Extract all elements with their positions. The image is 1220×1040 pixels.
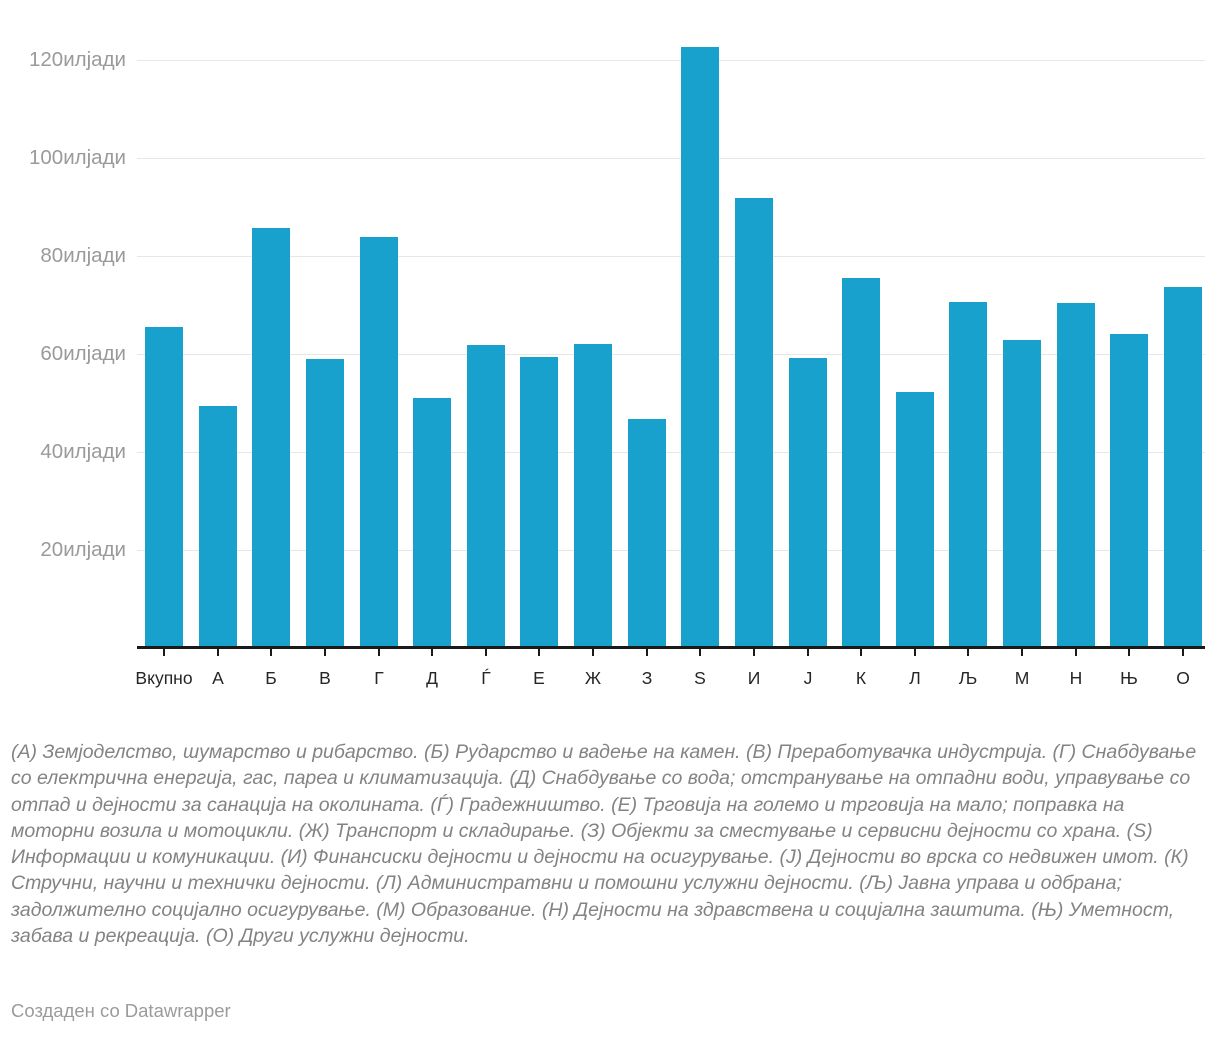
bar[interactable] xyxy=(681,47,719,648)
x-axis-category-label: Н xyxy=(1069,668,1083,688)
x-axis-category-label: З xyxy=(641,668,653,688)
x-axis-tick xyxy=(270,649,272,656)
x-axis-category-label: М xyxy=(1014,668,1030,688)
x-axis-tick xyxy=(967,649,969,656)
x-axis-category-label: И xyxy=(747,668,761,688)
x-axis-tick xyxy=(217,649,219,656)
gridline xyxy=(137,452,1205,453)
x-axis-category-label: В xyxy=(319,668,331,688)
gridline xyxy=(137,354,1205,355)
x-axis-category-label: Ж xyxy=(584,668,602,688)
x-axis-tick xyxy=(324,649,326,656)
x-axis-category-label: Б xyxy=(265,668,277,688)
bar[interactable] xyxy=(1057,303,1095,648)
x-axis-category-label: Л xyxy=(909,668,921,688)
x-axis-category-label: Е xyxy=(533,668,545,688)
x-axis-category-label: Ј xyxy=(803,668,813,688)
bar[interactable] xyxy=(145,327,183,648)
x-axis-tick xyxy=(378,649,380,656)
x-axis-category-label: Г xyxy=(374,668,384,688)
x-axis-category-label: Д xyxy=(426,668,438,688)
y-axis-tick-label: 100илјади xyxy=(29,146,126,169)
x-axis-tick xyxy=(592,649,594,656)
gridline xyxy=(137,60,1205,61)
gridline xyxy=(137,550,1205,551)
bar[interactable] xyxy=(467,345,505,648)
bar[interactable] xyxy=(520,357,558,648)
attribution xyxy=(11,1000,231,1022)
bar[interactable] xyxy=(574,344,612,648)
x-axis-tick xyxy=(914,649,916,656)
datawrapper-link[interactable]: Datawrapper xyxy=(124,1000,231,1021)
x-axis-tick xyxy=(163,649,165,656)
bar[interactable] xyxy=(1110,334,1148,648)
bar[interactable] xyxy=(1164,287,1202,648)
x-axis-category-label: Ѕ xyxy=(694,668,706,688)
bar[interactable] xyxy=(735,198,773,648)
x-axis-baseline xyxy=(137,646,1205,649)
y-axis-tick-label: 80илјади xyxy=(40,244,126,267)
x-axis-category-label: Ѓ xyxy=(481,668,491,688)
bar[interactable] xyxy=(628,419,666,648)
x-axis-category-label: А xyxy=(212,668,224,688)
x-axis-category-label: Вкупно xyxy=(135,668,193,688)
bar[interactable] xyxy=(842,278,880,648)
gridline xyxy=(137,158,1205,159)
bar[interactable] xyxy=(360,237,398,648)
x-axis-tick xyxy=(699,649,701,656)
x-axis-category-label: К xyxy=(855,668,867,688)
x-axis-category-label: Љ xyxy=(958,668,978,688)
bar[interactable] xyxy=(949,302,987,648)
bar[interactable] xyxy=(199,406,237,648)
x-axis-category-label: О xyxy=(1176,668,1190,688)
bar[interactable] xyxy=(252,228,290,648)
bar[interactable] xyxy=(1003,340,1041,648)
x-axis-tick xyxy=(1075,649,1077,656)
x-axis-tick xyxy=(807,649,809,656)
y-axis-tick-label: 120илјади xyxy=(29,48,126,71)
footnote: (А) Земјоделство, шумарство и рибарство. (Б) Рударство и вадење на камен. (В) Преработувачка индустрија. (Г) Снабдување со електрична енергија, гас, пареа и климатизација. (Д) Снабдување со вода; отстранување на отпадни води, управување со отпад и дејности за санација на околината. (Ѓ) Градежништво. (Е) Трговија на големо и трговија на мало; поправка на моторни возила и мотоцикли. (Ж) Транспорт и складирање. (З) Објекти за сместување и сервисни дејности со храна. (Ѕ) Информации и комуникации. (И) Финансиски дејности и дејности на осигурување. (Ј) Дејности во врска со недвижен имот. (К) Стручни, научни и технички дејности. (Л) Администратвни и помошни услужни дејности. (Љ) Јавна управа и одбрана; задолжително социјално осигурување. (М) Образование. (Н) Дејности на здравствена и социјална заштита. (Њ) Уметност, забава и рекреација. (О) Други услужни дејности. xyxy=(11,741,1197,948)
x-axis-tick xyxy=(860,649,862,656)
x-axis-tick xyxy=(1182,649,1184,656)
bar[interactable] xyxy=(896,392,934,648)
x-axis-category-label: Њ xyxy=(1120,668,1138,688)
bar[interactable] xyxy=(306,359,344,648)
gridline xyxy=(137,256,1205,257)
attribution-prefix: Создаден со xyxy=(11,1000,120,1021)
bar[interactable] xyxy=(789,358,827,648)
x-axis-tick xyxy=(485,649,487,656)
x-axis-tick xyxy=(538,649,540,656)
bar[interactable] xyxy=(413,398,451,648)
y-axis-tick-label: 60илјади xyxy=(40,342,126,365)
y-axis-tick-label: 40илјади xyxy=(40,440,126,463)
x-axis-tick xyxy=(753,649,755,656)
x-axis-tick xyxy=(1021,649,1023,656)
x-axis-tick xyxy=(646,649,648,656)
x-axis-tick xyxy=(1128,649,1130,656)
y-axis-tick-label: 20илјади xyxy=(40,538,126,561)
x-axis-tick xyxy=(431,649,433,656)
